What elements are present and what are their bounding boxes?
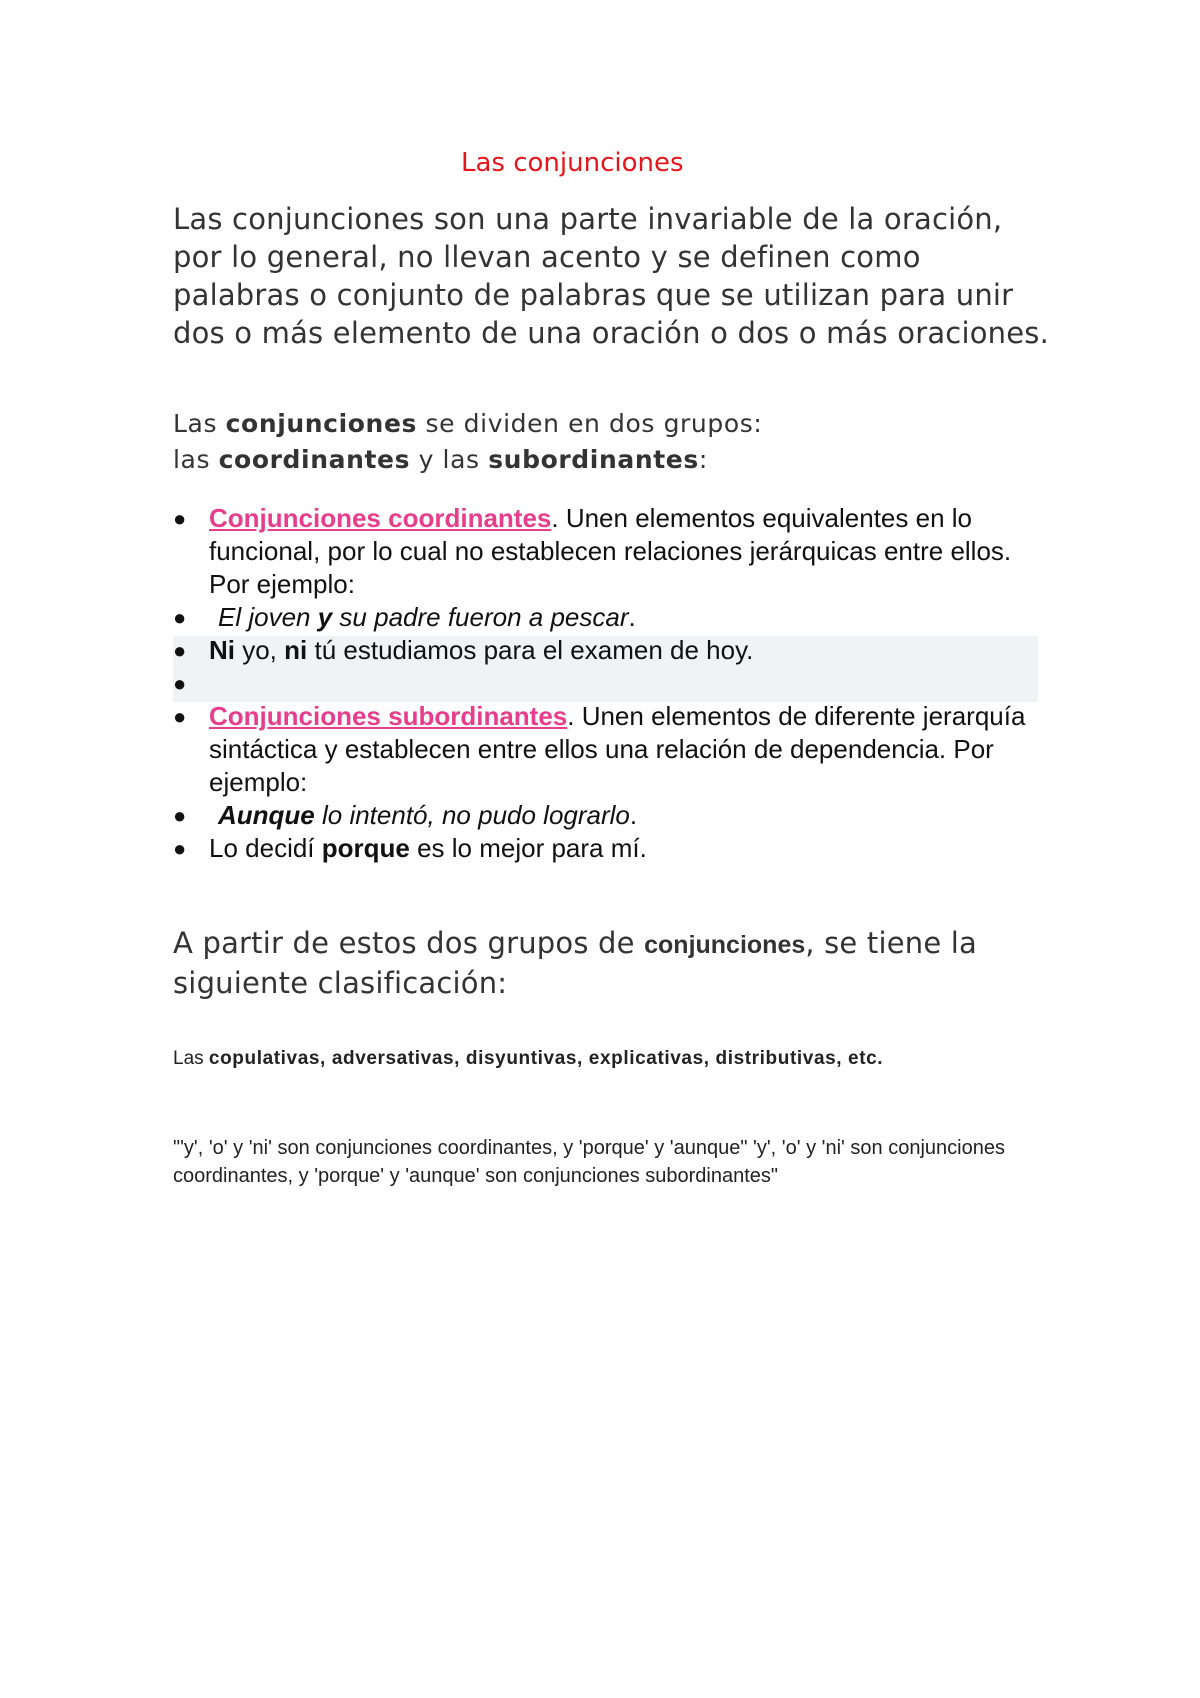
groups-bold-subordinantes: subordinantes [488,445,699,474]
groups-line-1: Las conjunciones se dividen en dos grupos: [173,409,763,438]
groups-paragraph [173,406,1053,478]
groups-bold-conjunciones: conjunciones [225,409,417,438]
list-item-coordinantes: ● Conjunciones coordinantes. Unen elementos equivalentes en lo funcional, por lo cual no establecen relaciones jerárquicas entre ellos. Por ejemplo: [173,503,1012,599]
list-item-example-2: ● Ni yo, ni tú estudiamos para el examen de hoy. [173,635,754,665]
types-paragraph: Las copulativas, adversativas, disyuntivas, explicativas, distributivas, etc. [173,1048,884,1069]
bullet-icon: ● [173,671,187,696]
conjunction-list [173,502,1038,865]
bullet-icon: ● [173,506,187,531]
bullet-icon: ● [173,836,187,861]
bullet-icon: ● [173,704,187,729]
list-item-example-3: ● Aunque lo intentó, no pudo lograrlo. [173,800,638,830]
list-item-subordinantes: ● Conjunciones subordinantes. Unen elementos de diferente jerarquía sintáctica y establecen entre ellos una relación de dependencia. Por ejemplo: [173,701,1026,797]
groups-bold-coordinantes: coordinantes [218,445,411,474]
groups-line-2: las coordinantes y las subordinantes: [173,445,708,474]
intro-paragraph: Las conjunciones son una parte invariable de la oración, por lo general, no llevan acento y se definen como palabras o conjunto de palabras que se utilizan para unir dos o más elemento de una oración o dos o más oraciones. [173,202,1050,350]
subordinantes-link[interactable]: Conjunciones subordinantes [209,701,568,731]
page-title: Las conjunciones [461,148,684,178]
list-item-example-4: ● Lo decidí porque es lo mejor para mí. [173,833,647,863]
list-item-example-1: ● El joven y su padre fueron a pescar. [173,602,636,632]
coordinantes-link[interactable]: Conjunciones coordinantes [209,503,552,533]
quote-paragraph: "'y', 'o' y 'ni' son conjunciones coordinantes, y 'porque' y 'aunque" 'y', 'o' y 'ni' son conjunciones coordinantes, y 'porque' y 'aunque' son conjunciones subordinantes" [173,1137,1005,1187]
bullet-icon: ● [173,605,187,630]
bullet-icon: ● [173,638,187,663]
classification-paragraph: A partir de estos dos grupos de conjunciones, se tiene la siguiente clasificación: [173,926,978,1000]
list-item-empty [173,667,1038,700]
bullet-icon: ● [173,803,187,828]
